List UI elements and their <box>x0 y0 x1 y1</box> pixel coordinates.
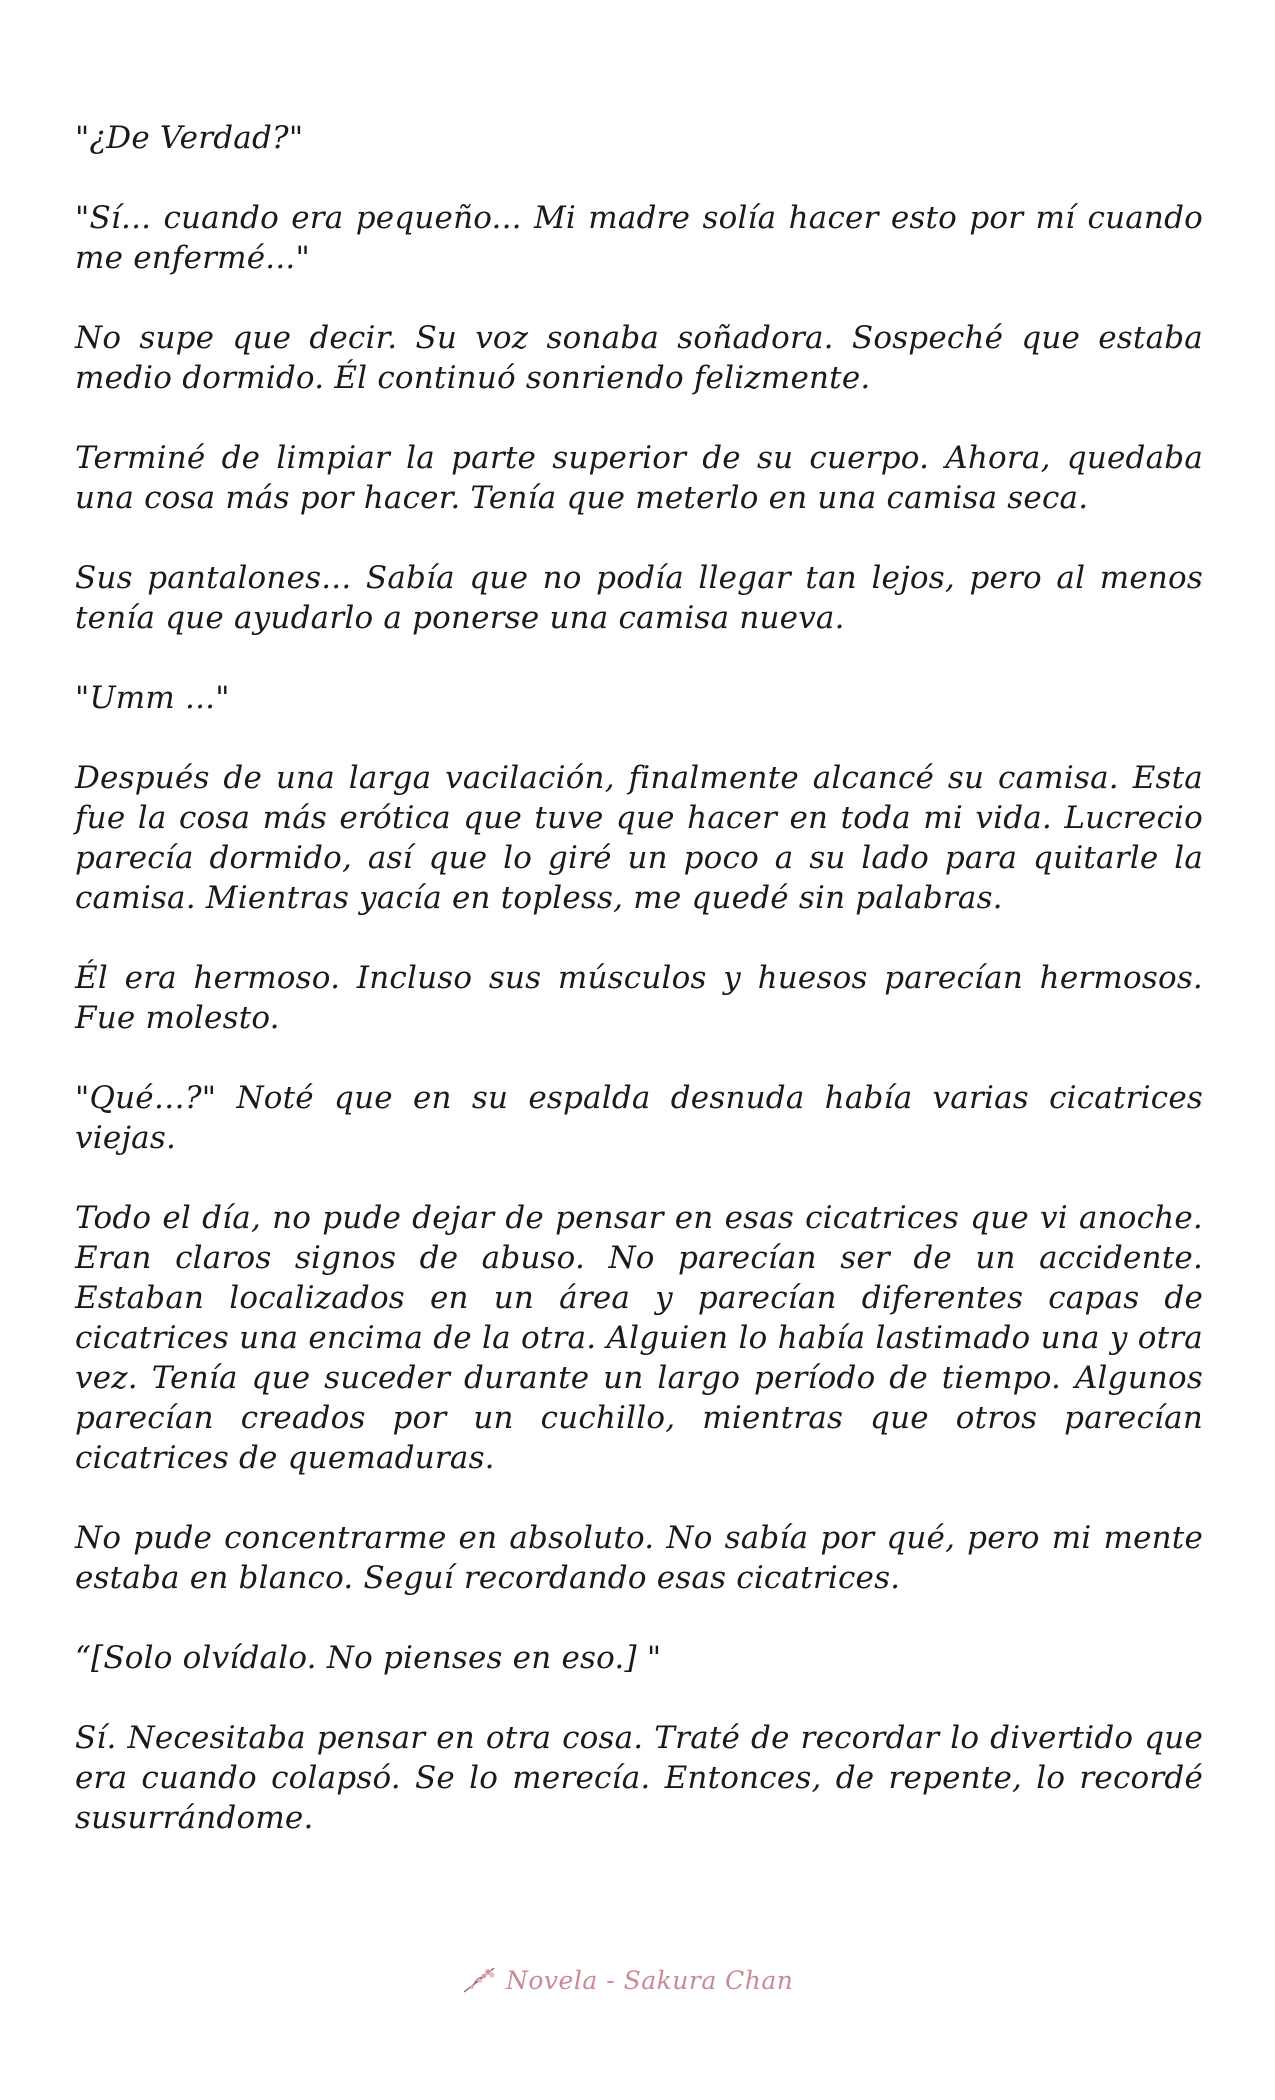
paragraph: Él era hermoso. Incluso sus músculos y huesos parecían hermosos. Fue molesto. <box>75 960 1203 1036</box>
paragraph: Todo el día, no pude dejar de pensar en esas cicatrices que vi anoche. Eran claros signos de abuso. No parecían ser de un accidente. Estaban localizados en un área y parecían diferentes capas de cicatrices una encima de la otra. Alguien lo había lastimado una y otra vez. Tenía que suceder durante un largo período de tiempo. Algunos parecían creados por un cuchillo, mientras que otros parecían cicatrices de quemaduras. <box>75 1200 1203 1476</box>
paragraph: Terminé de limpiar la parte superior de su cuerpo. Ahora, quedaba una cosa más por hacer. Tenía que meterlo en una camisa seca. <box>75 440 1203 516</box>
paragraph: “[Solo olvídalo. No pienses en eso.] " <box>75 1640 662 1676</box>
document-body <box>75 118 1203 1878</box>
paragraph: Después de una larga vacilación, finalmente alcancé su camisa. Esta fue la cosa más erótica que tuve que hacer en toda mi vida. Lucrecio parecía dormido, así que lo giré un poco a su lado para quitarle la camisa. Mientras yacía en topless, me quedé sin palabras. <box>75 760 1203 916</box>
paragraph: "¿De Verdad?" <box>75 120 304 156</box>
watermark-text: Novela - Sakura Chan <box>506 1965 794 1995</box>
paragraph: Sí. Necesitaba pensar en otra cosa. Traté de recordar lo divertido que era cuando colapsó. Se lo merecía. Entonces, de repente, lo recordé susurrándome. <box>75 1720 1203 1836</box>
paragraph: No supe que decir. Su voz sonaba soñadora. Sospeché que estaba medio dormido. Él continuó sonriendo felizmente. <box>75 320 1203 396</box>
paragraph: Sus pantalones... Sabía que no podía llegar tan lejos, pero al menos tenía que ayudarlo a ponerse una camisa nueva. <box>75 560 1203 636</box>
paragraph: "Sí... cuando era pequeño... Mi madre solía hacer esto por mí cuando me enfermé..." <box>75 200 1203 276</box>
paragraph: "Qué…?" Noté que en su espalda desnuda había varias cicatrices viejas. <box>75 1080 1203 1156</box>
paragraph: "Umm ..." <box>75 680 230 716</box>
cherry-blossom-icon <box>460 1962 500 1998</box>
watermark <box>460 1960 860 2000</box>
paragraph: No pude concentrarme en absoluto. No sabía por qué, pero mi mente estaba en blanco. Seguí recordando esas cicatrices. <box>75 1520 1203 1596</box>
